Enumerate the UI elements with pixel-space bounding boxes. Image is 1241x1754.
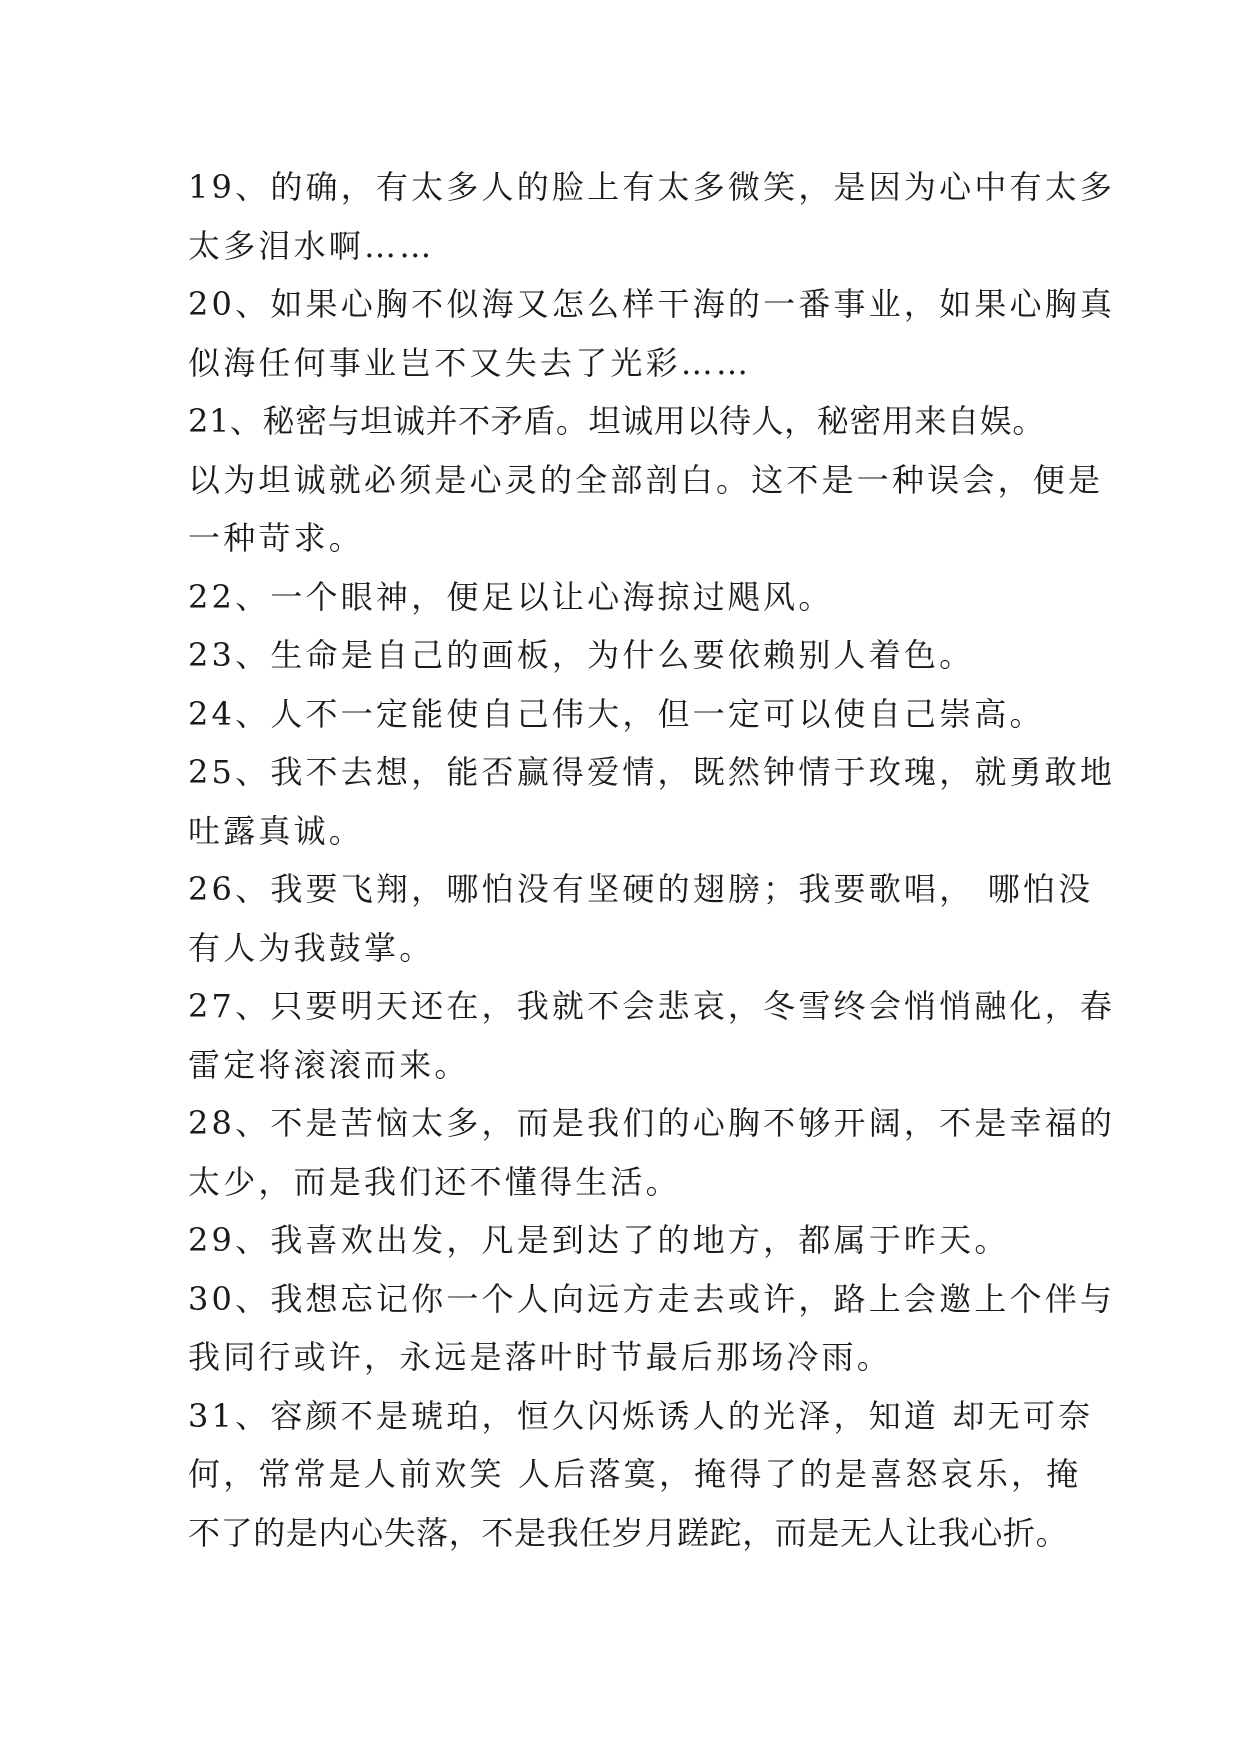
text-line: 雷定将滚滚而来。: [188, 1045, 470, 1084]
text-line: 太少，而是我们还不懂得生活。: [188, 1162, 681, 1201]
document-body: [188, 158, 1116, 1562]
text-line: 吐露真诚。: [188, 811, 365, 850]
text-line: 不了的是内心失落，不是我任岁月蹉跎，而是无人让我心折。: [188, 1513, 1069, 1552]
text-line: 25、我不去想，能否赢得爱情，既然钟情于玫瑰，就勇敢地: [188, 753, 1116, 791]
text-line: 似海任何事业岂不又失去了光彩……: [188, 343, 752, 382]
text-line: 以为坦诚就必须是心灵的全部剖白。这不是一种误会，便是: [188, 460, 1104, 499]
text-line: 29、我喜欢出发，凡是到达了的地方，都属于昨天。: [188, 1221, 1010, 1259]
text-line: 24、人不一定能使自己伟大，但一定可以使自己崇高。: [188, 694, 1045, 733]
text-line: 我同行或许，永远是落叶时节最后那场冷雨。: [188, 1338, 893, 1376]
text-line: 20、如果心胸不似海又怎么样干海的一番事业，如果心胸真: [188, 285, 1116, 323]
text-line: 21、秘密与坦诚并不矛盾。坦诚用以待人，秘密用来自娱。: [188, 402, 1045, 440]
text-line: 27、只要明天还在，我就不会悲哀，冬雪终会悄悄融化，春: [188, 987, 1116, 1025]
text-line: 28、不是苦恼太多，而是我们的心胸不够开阔，不是幸福的: [188, 1104, 1116, 1142]
text-line: 何，常常是人前欢笑 人后落寞，掩得了的是喜怒哀乐，掩: [188, 1455, 1082, 1493]
text-line: 19、的确，有太多人的脸上有太多微笑，是因为心中有太多: [188, 168, 1116, 206]
text-line: 23、生命是自己的画板，为什么要依赖别人着色。: [188, 636, 975, 674]
text-line: 31、容颜不是琥珀，恒久闪烁诱人的光泽，知道 却无可奈: [188, 1396, 1094, 1435]
text-line: 30、我想忘记你一个人向远方走去或许，路上会邀上个伴与: [188, 1279, 1116, 1318]
text-line: 26、我要飞翔，哪怕没有坚硬的翅膀；我要歌唱， 哪怕没: [188, 870, 1094, 908]
text-line: 22、一个眼神，便足以让心海掠过飓风。: [188, 577, 834, 616]
text-line: 一种苛求。: [188, 519, 365, 557]
text-line: 太多泪水啊……: [188, 226, 435, 265]
text-line: 有人为我鼓掌。: [188, 928, 435, 967]
